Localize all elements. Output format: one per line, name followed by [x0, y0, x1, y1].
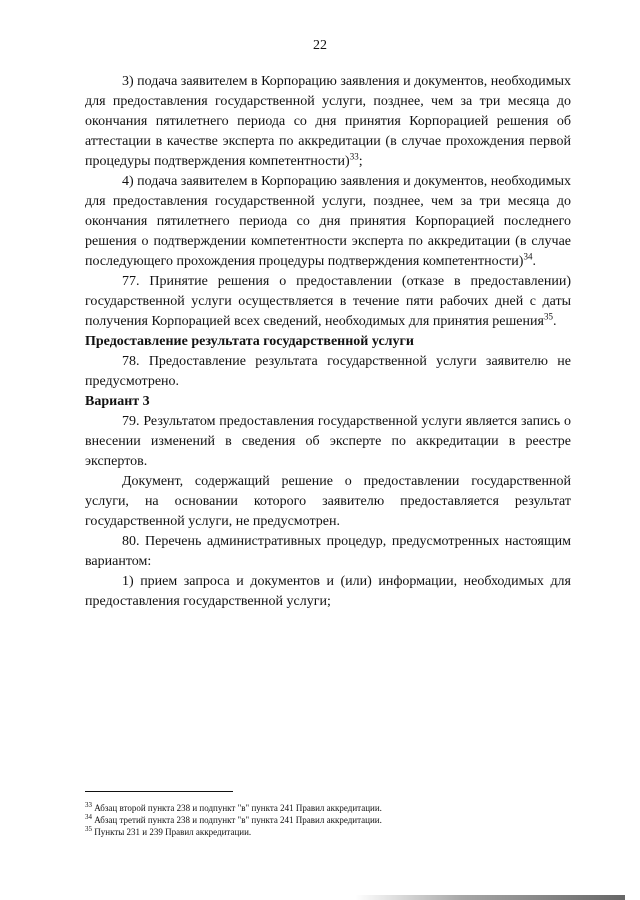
paragraph-79-document: Документ, содержащий решение о предоставлении государственной услуги, на основании которого заявителю предоставляется результат государственной услуги, не предусмотрен. [85, 474, 571, 529]
paragraph-80-item-1: 1) прием запроса и документов и (или) информации, необходимых для предоставления государственной услуги; [85, 574, 571, 609]
paragraph-77-end: . [552, 314, 557, 329]
paragraph-item-4 [85, 172, 571, 272]
paragraph-item-4-end: . [532, 254, 536, 269]
footnote-number: 33 [85, 801, 92, 809]
paragraph-77 [85, 272, 571, 332]
document-body [85, 72, 571, 612]
section-heading-result: Предоставление результата государственной услуги [85, 334, 414, 349]
paragraph-77-text: 77. Принятие решения о предоставлении (отказе в предоставлении) государственной услуги осуществляется в течение пяти рабочих дней с даты получения Корпорацией всех сведений, необходимых для принятия решения [85, 274, 571, 329]
paragraph-80: 80. Перечень административных процедур, предусмотренных настоящим вариантом: [85, 534, 571, 569]
footnote-separator [85, 791, 233, 792]
paragraph-item-4-text: 4) подача заявителем в Корпорацию заявления и документов, необходимых для предоставления государственной услуги, позднее, чем за три месяца до окончания пятилетнего периода со дня принятия Корпорацией последнего решения о подтверждении компетентности эксперта по аккредитации (в случае последующего прохождения процедуры подтверждения компетентности) [85, 174, 571, 269]
footnote-number: 34 [85, 813, 92, 821]
section-heading-variant: Вариант 3 [85, 394, 150, 409]
paragraph-item-3 [85, 72, 571, 172]
paragraph-79: 79. Результатом предоставления государственной услуги является запись о внесении изменений в сведения об эксперте по аккредитации в реестре экспертов. [85, 414, 571, 469]
footnote-number: 35 [85, 825, 92, 833]
footnote-text: Абзац третий пункта 238 и подпункт "в" пункта 241 Правил аккредитации. [94, 815, 382, 825]
paragraph-78: 78. Предоставление результата государственной услуги заявителю не предусмотрено. [85, 354, 571, 389]
footnote [85, 802, 571, 814]
footnotes [85, 791, 571, 838]
paragraph-item-3-text: 3) подача заявителем в Корпорацию заявления и документов, необходимых для предоставления государственной услуги, позднее, чем за три месяца до окончания пятилетнего периода со дня принятия Корпорацией решения об аттестации в качестве эксперта по аккредитации (в случае прохождения первой процедуры подтверждения компетентности) [85, 74, 571, 169]
footnote [85, 826, 571, 838]
paragraph-item-3-end: ; [358, 154, 363, 169]
footnote-text: Абзац второй пункта 238 и подпункт "в" пункта 241 Правил аккредитации. [94, 803, 382, 813]
footnote-ref-35: 35 [543, 311, 553, 322]
scan-edge-shadow [355, 895, 625, 900]
footnote [85, 814, 571, 826]
footnote-ref-34: 34 [523, 251, 533, 262]
footnote-ref-33: 33 [349, 151, 359, 162]
page-number: 22 [313, 38, 327, 53]
footnote-text: Пункты 231 и 239 Правил аккредитации. [94, 827, 252, 837]
